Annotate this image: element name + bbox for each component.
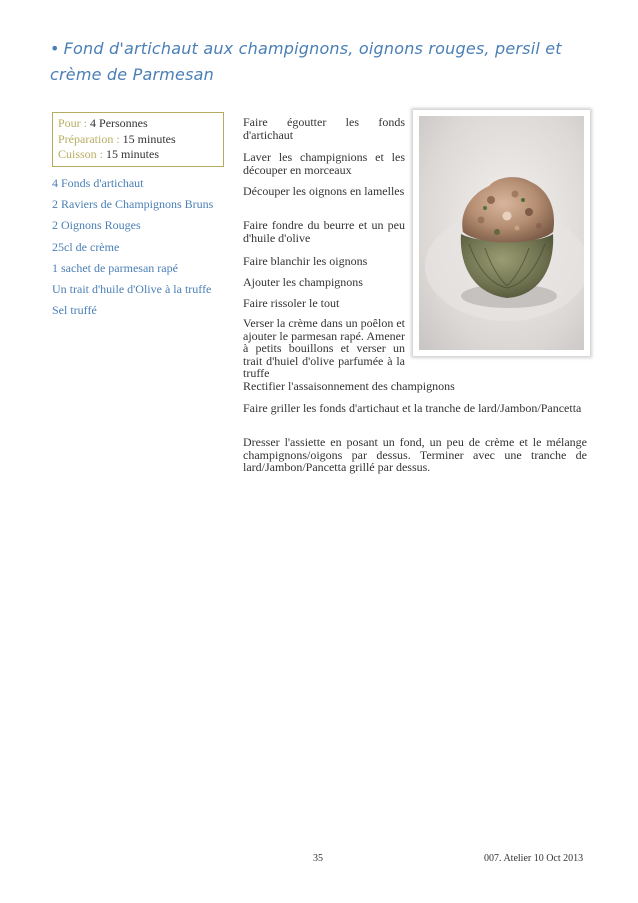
ingredient-item: Sel truffé [52,303,97,318]
step-item: Ajouter les champignons [243,275,363,289]
step-item: Faire égoutter les fonds d'artichaut [243,115,405,142]
step-item: Faire fondre du beurre et un peu d'huile d'olive [243,218,405,245]
cook-time-label: Cuisson : [58,147,104,161]
step-item: Découper les oignons en lamelles [243,184,405,198]
ingredient-list [52,176,232,324]
ingredient-item: 1 sachet de parmesan rapé [52,260,178,275]
recipe-meta-box [52,112,224,167]
dish-photo [413,110,590,356]
cook-time-value: 15 minutes [106,147,160,161]
prep-time-value: 15 minutes [122,131,176,146]
cook-time-line [58,147,218,163]
step-item: Dresser l'assiette en posant un fond, un peu de crème et le mélange champignons/oigons par dessus. Terminer avec une tranche de lard/Jambon/Pancetta grillé par dessus. [243,435,587,474]
step-item: Verser la crème dans un poêlon et ajouter le parmesan rapé. Amener à petits bouillons et verser un trait d'huiel d'olive parfumée à la truffe [243,316,405,380]
ingredient-item: 2 Oignons Rouges [52,218,141,233]
ingredient-item: 2 Raviers de Champignons Bruns [52,197,214,212]
ingredient-item: 4 Fonds d'artichaut [52,176,144,190]
servings-line [58,116,218,132]
step-item: Faire rissoler le tout [243,296,340,310]
ingredient-item: Un trait d'huile d'Olive à la truffe [52,281,212,296]
prep-time-label: Préparation : [58,131,120,146]
page-number: 35 [313,853,323,864]
ingredient-item: 25cl de crème [52,239,120,254]
prep-time-line [58,132,218,148]
servings-value: 4 Personnes [90,116,148,130]
title-bullet: • [50,39,60,58]
step-item: Faire griller les fonds d'artichaut et la tranche de lard/Jambon/Pancetta [243,401,582,415]
step-item: Rectifier l'assaisonnement des champignons [243,379,455,393]
recipe-title [50,36,595,88]
servings-label: Pour : [58,116,88,130]
step-item: Laver les champignions et les découper en morceaux [243,150,405,177]
title-text: Fond d'artichaut aux champignons, oignons rouges, persil et crème de Parmesan [50,39,562,84]
step-item: Faire blanchir les oignons [243,254,368,268]
footer-reference: 007. Atelier 10 Oct 2013 [484,853,584,864]
stuffed-artichoke-image [419,116,584,350]
